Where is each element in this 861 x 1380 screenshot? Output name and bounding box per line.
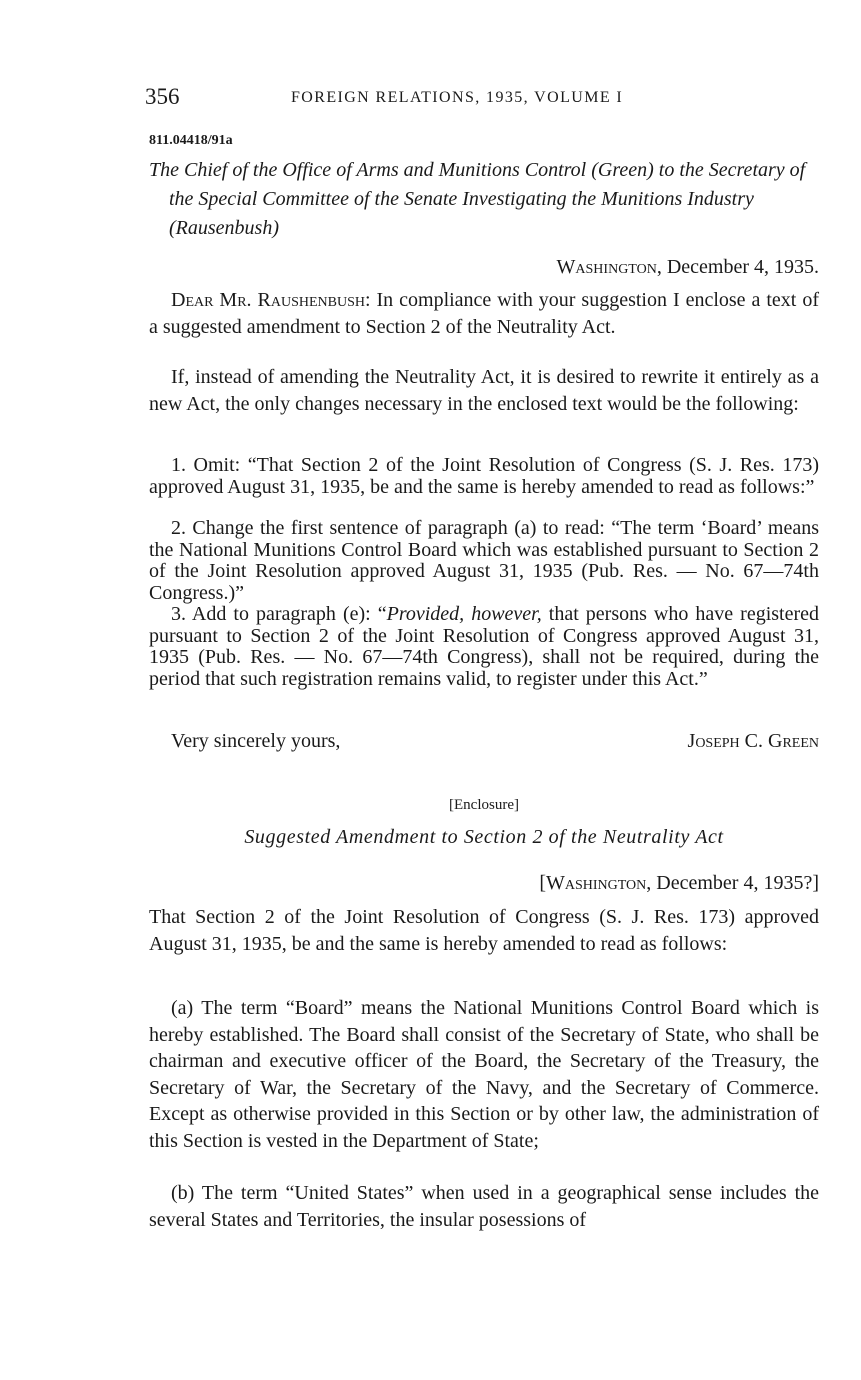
enclosure-dateline-date: , December 4, 1935?] [646, 872, 819, 894]
change-item-3 [149, 604, 819, 690]
page-number: 356 [145, 84, 180, 109]
letter-paragraph-2: If, instead of amending the Neutrality Act, it is desired to rewrite it entirely as a new Act, the only changes necessary in the enclosed text would be the following: [149, 366, 819, 415]
enclosure-label: [Enclosure] [449, 797, 519, 813]
running-head [145, 84, 819, 114]
letter-signature: Joseph C. Green [687, 730, 819, 752]
change-item-3-rest: that persons who have registered pursuant to Section 2 of the Joint Resolution of Congress approved August 31, 1935 (Pub. Res. — No. 67—74th Congress), shall not be required, during the period that such registration remains valid, to register under this Act.” [149, 603, 820, 690]
letter-paragraph-1-text: In compliance with your suggestion I enclose a text of a suggested amendment to Section 2 of the Neutrality Act. [149, 289, 819, 338]
change-item-2: 2. Change the first sentence of paragraph (a) to read: “The term ‘Board’ means the National Munitions Control Board which was established pursuant to Section 2 of the Joint Resolution approved August 31, 1935 (Pub. Res. — No. 67—74th Congress.)” [149, 517, 819, 604]
enclosure-paragraph-1: That Section 2 of the Joint Resolution of Congress (S. J. Res. 173) approved August 31, 1935, be and the same is hereby amended to read as follows: [149, 906, 819, 955]
running-title: FOREIGN RELATIONS, 1935, VOLUME I [291, 89, 624, 106]
letter-paragraph-1 [149, 287, 819, 341]
enclosure-paragraph-a: (a) The term “Board” means the National Munitions Control Board which is hereby established. The Board shall consist of the Secretary of State, who shall be chairman and executive officer of the Board, the Secretary of the Treasury, the Secretary of War, the Secretary of the Navy, and the Secretary of Commerce. Except as otherwise provided in this Section or by other law, the administration of this Section is vested in the Department of State; [149, 997, 819, 1152]
change-item-3-start: 3. Add to paragraph (e): “ [171, 603, 387, 625]
enclosure-dateline [539, 872, 819, 895]
salutation: Dear Mr. Raushenbush: [171, 289, 371, 311]
dateline-date: , December 4, 1935. [656, 256, 819, 278]
dateline-place: Washington [556, 256, 657, 278]
enclosure-dateline-place: Washington [545, 872, 647, 894]
enclosure-dateline-open: [ [539, 872, 546, 894]
change-item-3-provided: Provided, however, [386, 603, 542, 625]
letter-dateline [557, 256, 819, 279]
enclosure-paragraph-b: (b) The term “United States” when used in a geographical sense includes the several States and Territories, the insular posessions of [149, 1182, 819, 1231]
change-item-1: 1. Omit: “That Section 2 of the Joint Resolution of Congress (S. J. Res. 173) approved August 31, 1935, be and the same is hereby amended to read as follows:” [149, 454, 819, 498]
enclosure-title: Suggested Amendment to Section 2 of the Neutrality Act [244, 826, 724, 848]
file-number: 811.04418/91a [149, 133, 233, 148]
letter-closing: Very sincerely yours, [171, 730, 341, 752]
document-heading: The Chief of the Office of Arms and Munitions Control (Green) to the Secretary of the Special Committee of the Senate Investigating the Munitions Industry (Rausenbush) [149, 159, 806, 239]
